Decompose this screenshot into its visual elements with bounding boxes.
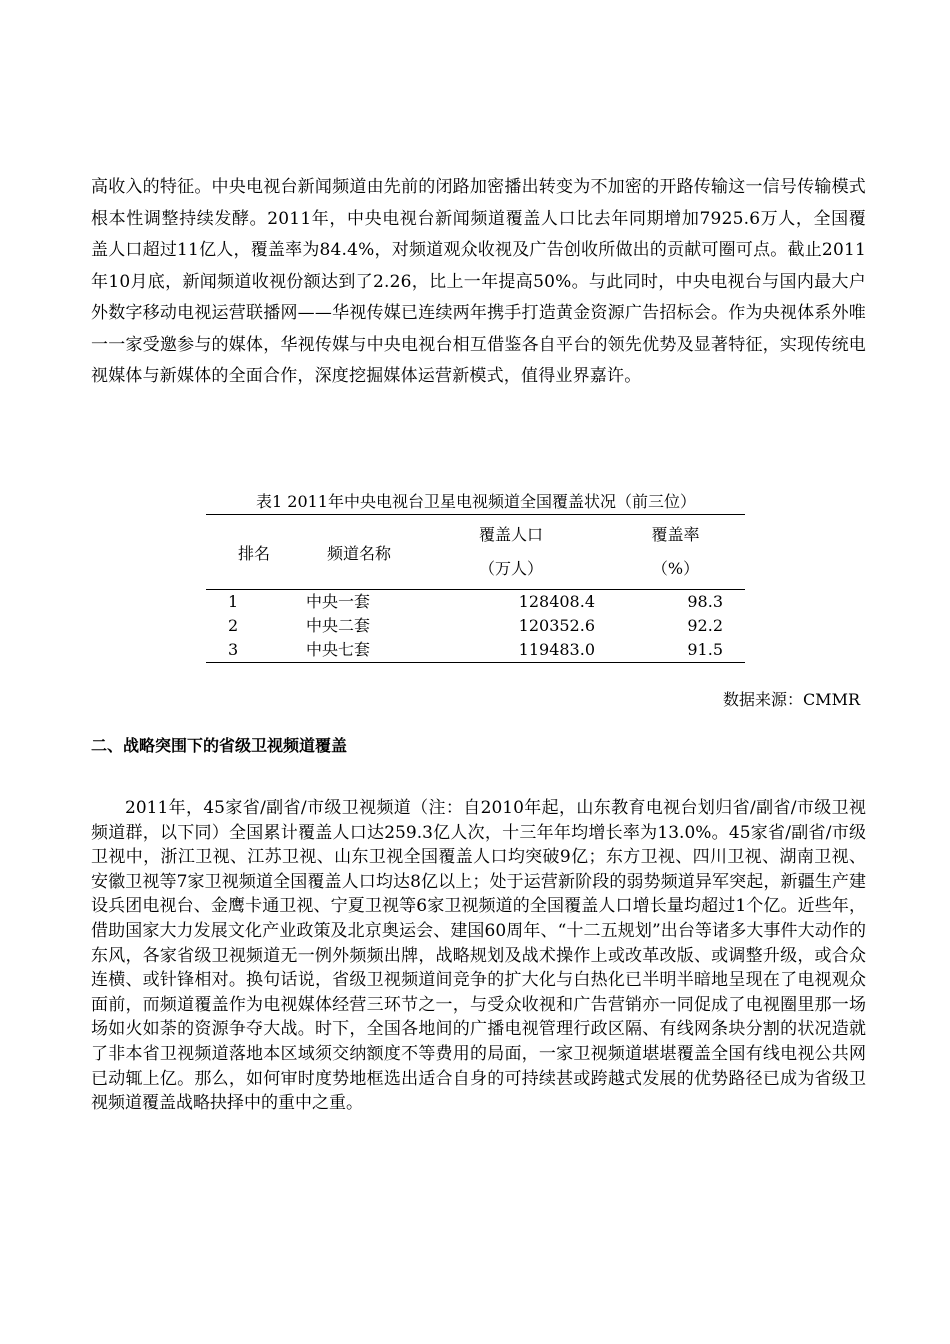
- table-row: [206, 614, 745, 638]
- data-source-note: 数据来源：CMMR: [722, 690, 860, 709]
- table-row: [206, 590, 745, 615]
- section-paragraph: 2011年，45家省/副省/市级卫视频道（注：自2010年起，山东教育电视台划归省/副省/市级卫视频道群，以下同）全国累计覆盖人口达259.3亿人次，十三年年均增长率为13.0%。45家省/副省/市级卫视中，浙江卫视、江苏卫视、山东卫视全国覆盖人口均突破9亿；东方卫视、四川卫视、湖南卫视、安徽卫视等7家卫视频道全国覆盖人口均达8亿以上；处于运营新阶段的弱势频道异军突起，新疆生产建设兵团电视台、金鹰卡通卫视、宁夏卫视等6家卫视频道的全国覆盖人口增长量均超过1个亿。近些年，借助国家大力发展文化产业政策及北京奥运会、建国60周年、“十二五规划”出台等诸多大事件大动作的东风，各家省级卫视频道无一例外频频出牌，战略规划及战术操作上或改革改版、或调整升级，或合众连横、或针锋相对。换句话说，省级卫视频道间竞争的扩大化与白热化已半明半暗地呈现在了电视观众面前，而频道覆盖作为电视媒体经营三环节之一，与受众收视和广告营销亦一同促成了电视圈里那一场场如火如荼的资源争夺大战。时下，全国各地间的广播电视管理行政区隔、有线网条块分割的状况造就了非本省卫视频道落地本区域须交纳额度不等费用的局面，一家卫视频道堪堪覆盖全国有线电视公共网已动辄上亿。那么，如何审时度势地框选出适合自身的可持续甚或跨越式发展的优势路径已成为省级卫视频道覆盖战略抉择中的重中之重。: [91, 798, 866, 1114]
- header-population: [416, 515, 606, 590]
- header-channel-label: 频道名称: [326, 543, 391, 563]
- cell-population: 128408.4: [518, 592, 595, 611]
- header-rank-label: 排名: [237, 543, 270, 563]
- cell-rate: 92.2: [687, 616, 723, 635]
- header-rate-unit: （%）: [651, 559, 700, 578]
- header-population-unit: （万人）: [478, 559, 543, 578]
- header-channel: [302, 515, 416, 590]
- cell-population: 119483.0: [518, 640, 595, 659]
- coverage-table: [206, 514, 745, 663]
- section-heading: 二、战略突围下的省级卫视频道覆盖: [91, 736, 348, 755]
- cell-rank: 1: [228, 592, 239, 611]
- table-header-row: [206, 515, 745, 590]
- cell-channel: 中央七套: [306, 640, 371, 659]
- intro-paragraph: 高收入的特征。中央电视台新闻频道由先前的闭路加密播出转变为不加密的开路传输这一信号传输模式根本性调整持续发酵。2011年，中央电视台新闻频道覆盖人口比去年同期增加7925.6万人，全国覆盖人口超过11亿人，覆盖率为84.4%，对频道观众收视及广告创收所做出的贡献可圈可点。截止2011年10月底，新闻频道收视份额达到了2.26，比上一年提高50%。与此同时，中央电视台与国内最大户外数字移动电视运营联播网——华视传媒已连续两年携手打造黄金资源广告招标会。作为央视体系外唯一一家受邀参与的媒体，华视传媒与中央电视台相互借鉴各自平台的领先优势及显著特征，实现传统电视媒体与新媒体的全面合作，深度挖掘媒体运营新模式，值得业界嘉许。: [91, 177, 866, 386]
- cell-channel: 中央一套: [306, 592, 371, 611]
- table-caption: 表1 2011年中央电视台卫星电视频道全国覆盖状况（前三位）: [256, 492, 696, 511]
- table-row: [206, 638, 745, 663]
- cell-rate: 98.3: [687, 592, 723, 611]
- header-population-label: 覆盖人口: [478, 525, 543, 544]
- cell-rate: 91.5: [687, 640, 723, 659]
- cell-rank: 3: [228, 640, 239, 659]
- header-rank: [206, 515, 302, 590]
- header-rate: [606, 515, 745, 590]
- cell-population: 120352.6: [518, 616, 595, 635]
- cell-channel: 中央二套: [306, 616, 371, 635]
- header-rate-label: 覆盖率: [651, 525, 700, 544]
- cell-rank: 2: [228, 616, 239, 635]
